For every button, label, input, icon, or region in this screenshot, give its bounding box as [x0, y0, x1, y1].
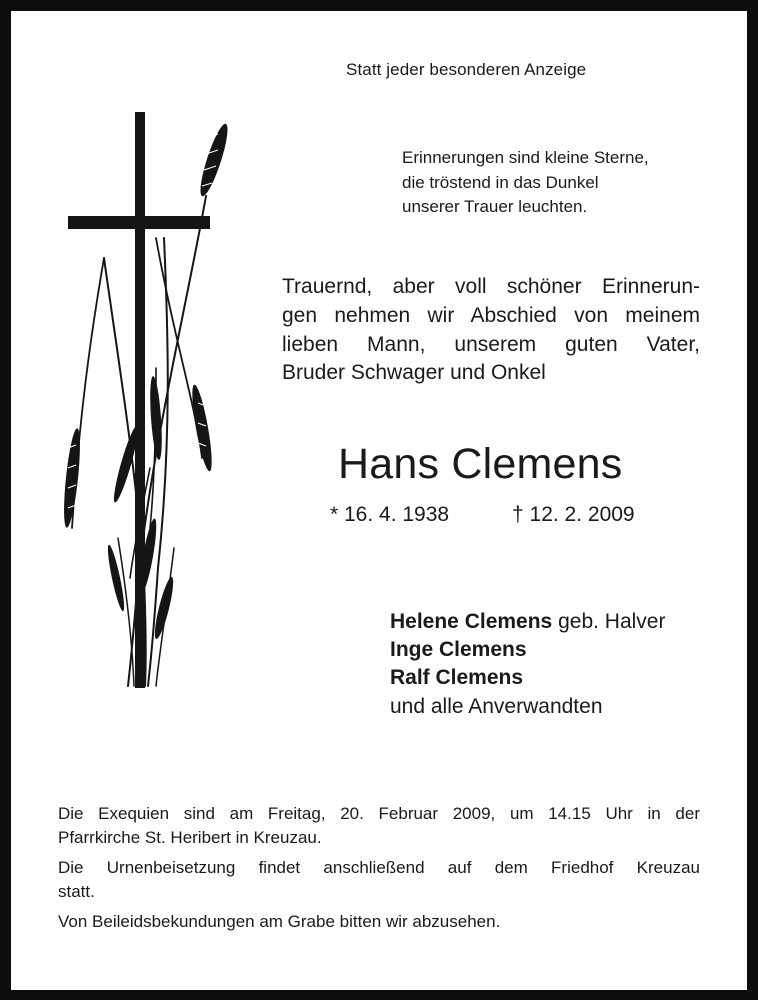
wife-maiden-name: geb. Halver: [552, 610, 666, 633]
burial-line: statt.: [58, 881, 95, 901]
cross-with-wheat-icon: [56, 108, 246, 692]
mourning-text: [282, 273, 700, 388]
condolence-info: Von Beileidsbekundungen am Grabe bitten wir abzusehen.: [58, 912, 501, 931]
family-signatures: [390, 608, 665, 721]
other-relatives: und alle Anverwandten: [390, 694, 603, 718]
intro-line: Trauernd, aber voll schöner Erinnerun-: [282, 275, 700, 298]
deceased-name: Hans Clemens: [338, 440, 623, 488]
intro-line: gen nehmen wir Abschied von meinem: [282, 303, 700, 327]
header-notice: Statt jeder besonderen Anzeige: [346, 60, 587, 79]
death-date: † 12. 2. 2009: [512, 503, 635, 526]
family-member: [390, 636, 665, 664]
service-notes: [58, 802, 700, 941]
poem-line: unserer Trauer leuchten.: [402, 197, 588, 216]
wife-name: Helene Clemens: [390, 610, 553, 633]
service-info: [58, 802, 700, 849]
member-name: Inge Clemens: [390, 638, 527, 662]
poem-line: die tröstend in das Dunkel: [402, 172, 599, 192]
service-line: Die Exequien sind am Freitag, 20. Februar 2009, um 14.15 Uhr in der: [58, 804, 700, 823]
intro-line: Bruder Schwager und Onkel: [282, 361, 546, 385]
intro-line: lieben Mann, unserem guten Vater,: [282, 332, 700, 356]
birth-date: * 16. 4. 1938: [330, 503, 450, 526]
burial-line: Die Urnenbeisetzung findet anschließend auf dem Friedhof Kreuzau: [58, 858, 700, 877]
poem-line: Erinnerungen sind kleine Sterne,: [402, 148, 649, 167]
family-member: [390, 664, 665, 692]
member-name: Ralf Clemens: [390, 666, 524, 690]
service-line: Pfarrkirche St. Heribert in Kreuzau.: [58, 827, 322, 847]
family-member-wife: [390, 608, 665, 636]
burial-info: [58, 856, 700, 903]
memorial-poem: [402, 146, 649, 220]
